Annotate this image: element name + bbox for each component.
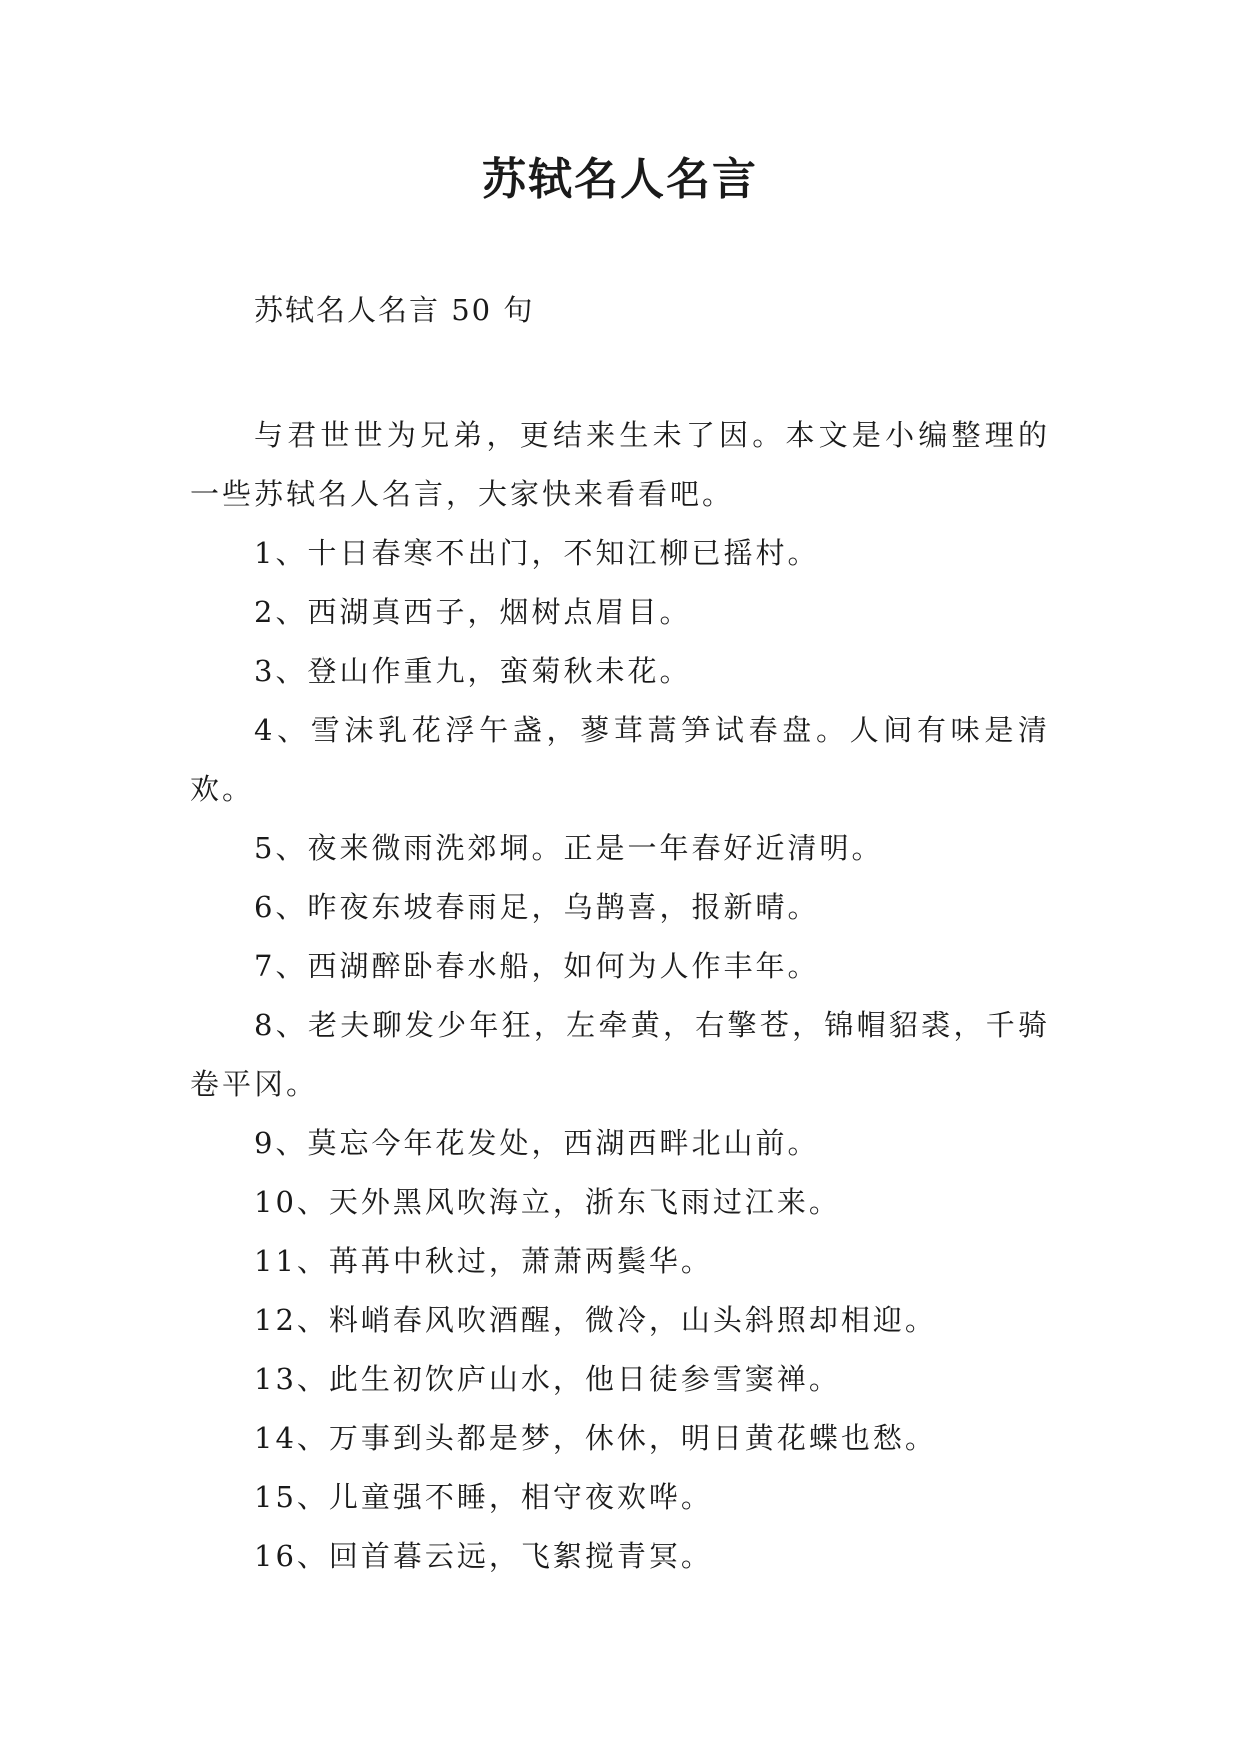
quote-item: 11、苒苒中秋过，萧萧两鬓华。 [254,1244,713,1278]
quote-item: 15、儿童强不睡，相守夜欢哗。 [254,1480,713,1514]
document-subtitle: 苏轼名人名言 50 句 [254,293,535,327]
quote-item: 5、夜来微雨洗郊垌。正是一年春好近清明。 [254,831,884,865]
quote-item: 6、昨夜东坡春雨足，乌鹊喜，报新晴。 [254,890,820,924]
quote-item: 1、十日春寒不出门，不知江柳已摇村。 [254,536,820,570]
quote-item: 8、老夫聊发少年狂，左牵黄，右擎苍，锦帽貂裘，千骑卷平冈。 [190,1008,1050,1101]
quote-item: 14、万事到头都是梦，休休，明日黄花蝶也愁。 [254,1421,937,1455]
document-body [190,406,1050,1586]
document-title: 苏轼名人名言 [482,154,758,205]
quote-item: 13、此生初饮庐山水，他日徒参雪窦禅。 [254,1362,841,1396]
quote-item: 10、天外黑风吹海立，浙东飞雨过江来。 [254,1185,841,1219]
quote-item: 16、回首暮云远，飞絮搅青冥。 [254,1539,713,1573]
intro-paragraph: 与君世世为兄弟，更结来生未了因。本文是小编整理的一些苏轼名人名言，大家快来看看吧。 [190,418,1050,511]
quote-item: 7、西湖醉卧春水船，如何为人作丰年。 [254,949,820,983]
quote-item: 12、料峭春风吹酒醒，微冷，山头斜照却相迎。 [254,1303,937,1337]
quote-item: 2、西湖真西子，烟树点眉目。 [254,595,692,629]
quote-item: 9、莫忘今年花发处，西湖西畔北山前。 [254,1126,820,1160]
quote-item: 4、雪沫乳花浮午盏，蓼茸蒿笋试春盘。人间有味是清欢。 [190,713,1050,806]
quote-item: 3、登山作重九，蛮菊秋未花。 [254,654,692,688]
